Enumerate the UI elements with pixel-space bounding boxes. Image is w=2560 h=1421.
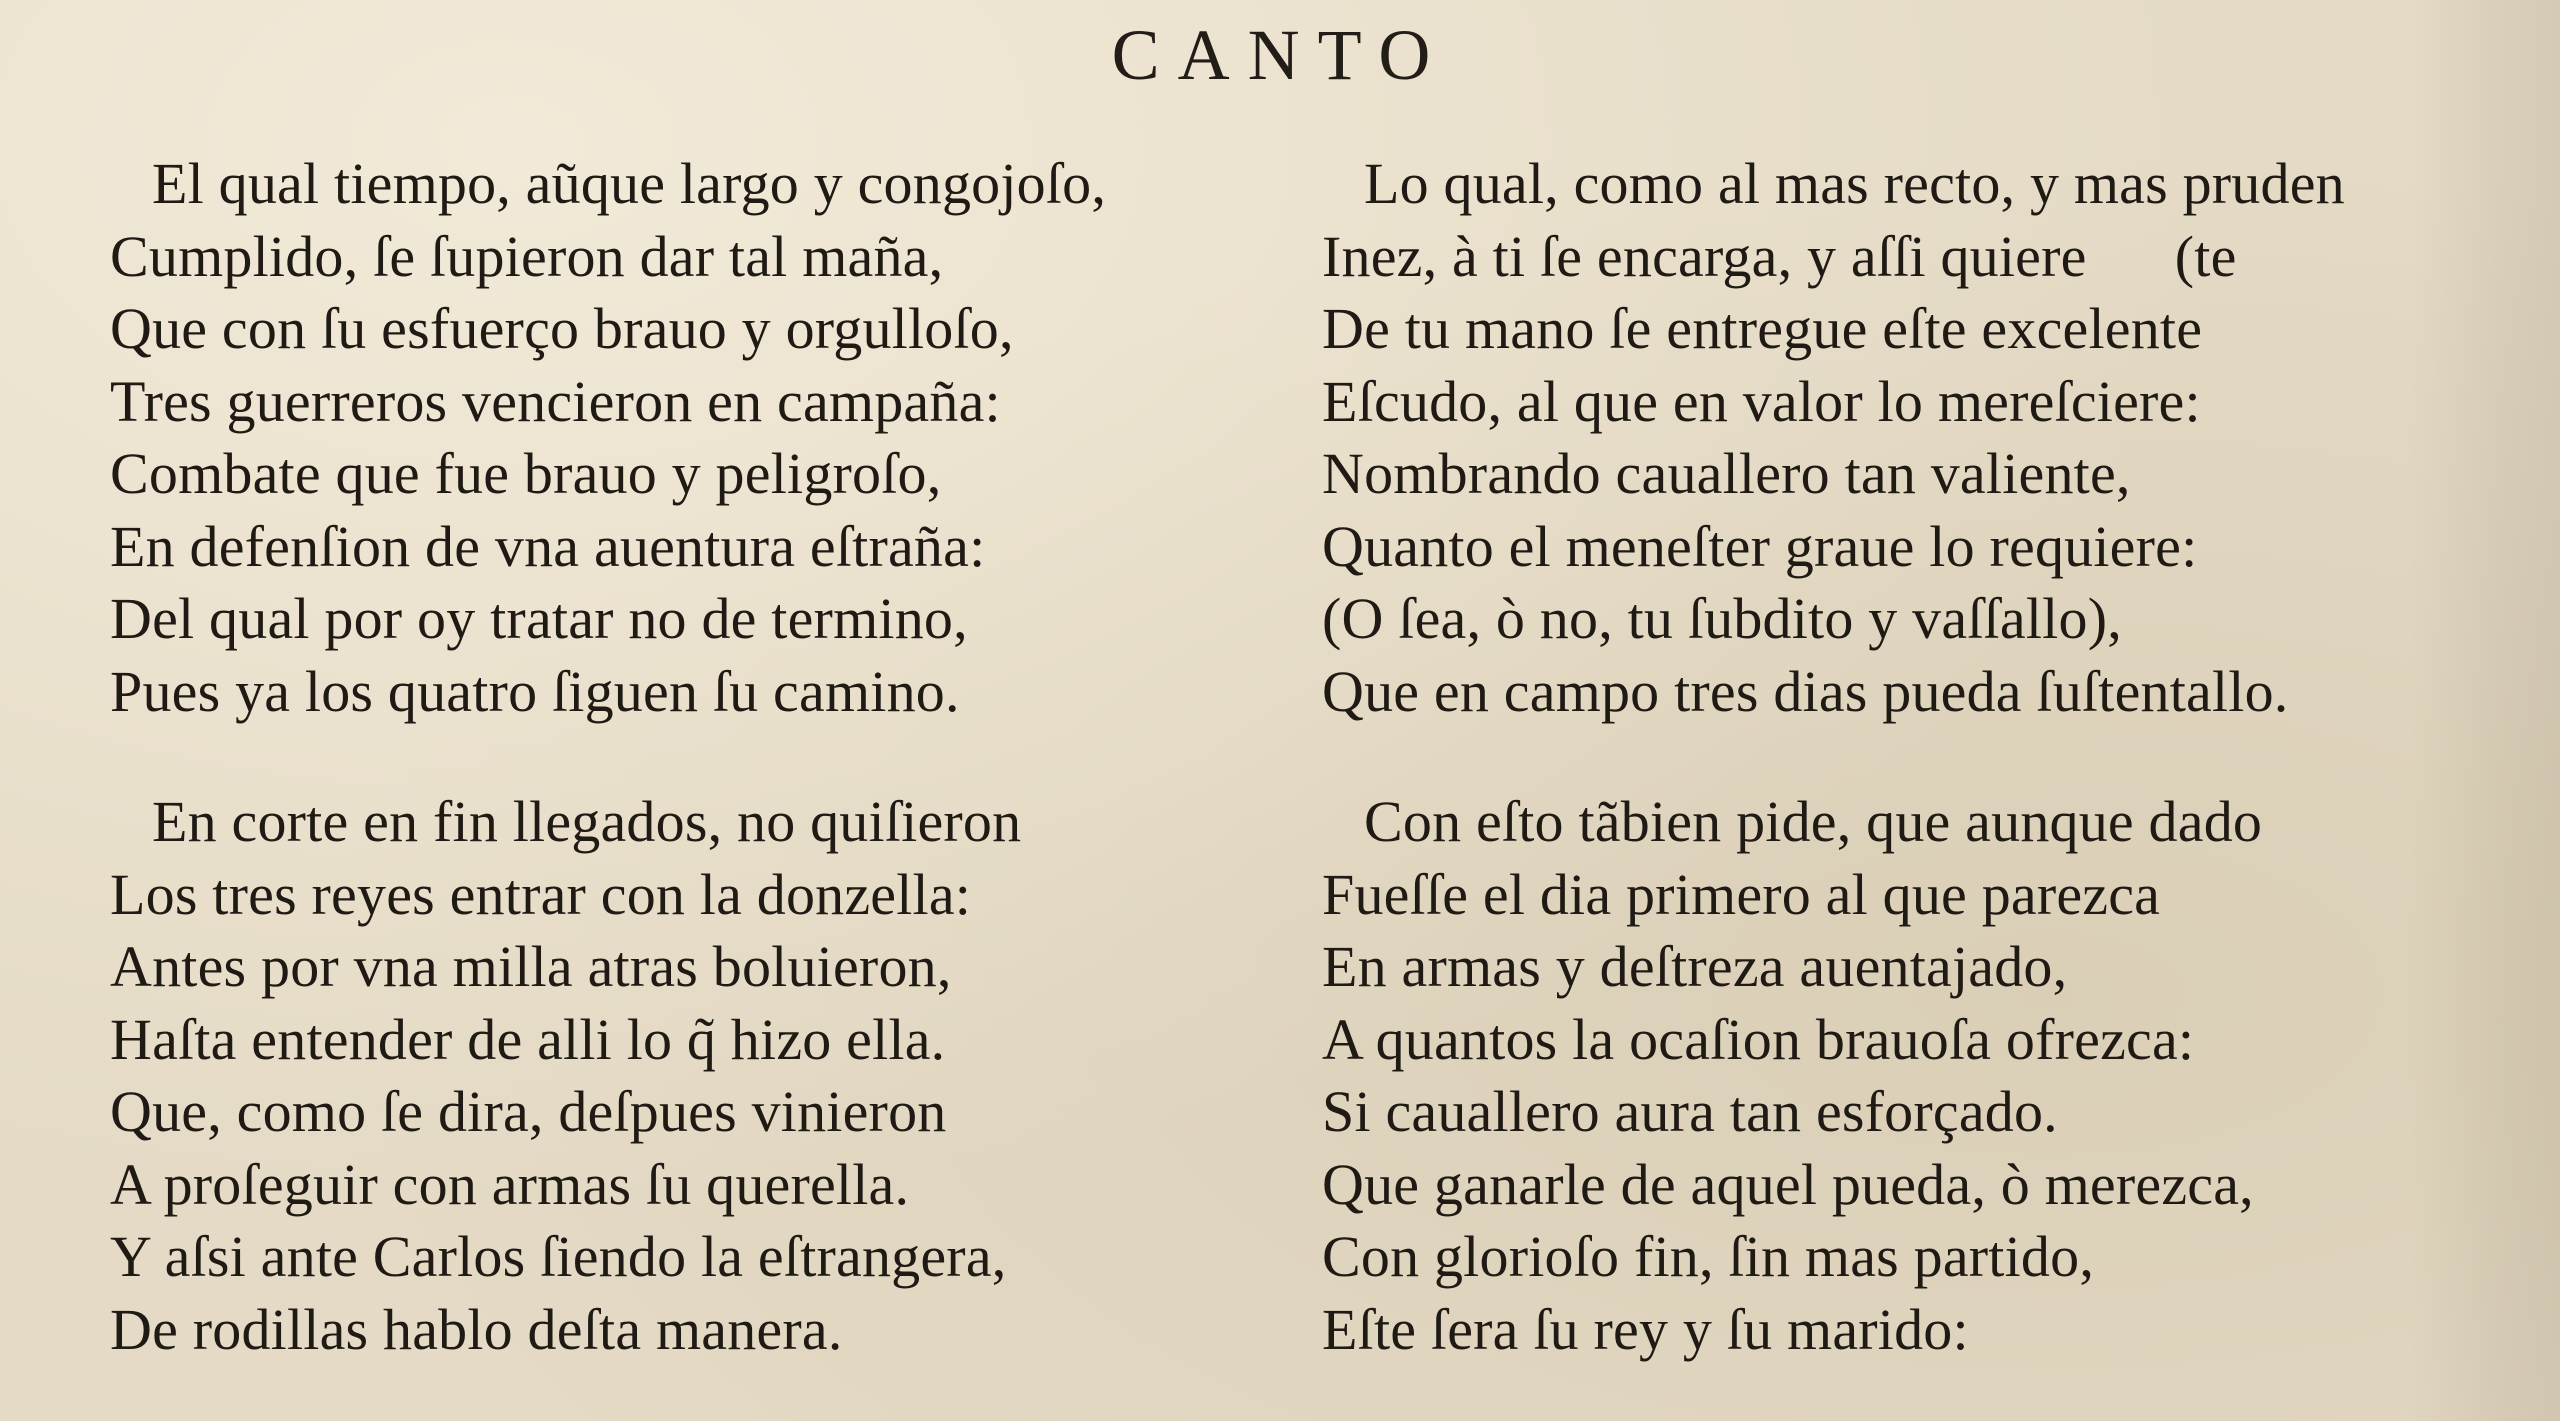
verse-line: Quanto el meneſter graue lo requiere: <box>1322 513 2198 579</box>
verse-line: Que ganarle de aquel pueda, ò merezca, <box>1322 1151 2254 1217</box>
verse-line: Nombrando cauallero tan valiente, <box>1322 441 2131 506</box>
right-column <box>1322 148 2522 1366</box>
verse-line: En armas y deſtreza auentajado, <box>1322 934 2068 999</box>
verse-line: Con eſto tãbien pide, que aunque dado <box>1364 789 2263 854</box>
stanza <box>110 148 1290 728</box>
verse-line: Y aſsi ante Carlos ſiendo la eſtrangera, <box>110 1224 1007 1289</box>
verse-line: Que, como ſe dira, deſpues vinieron <box>110 1079 947 1144</box>
verse-line: A quantos la ocaſion brauoſa ofrezca: <box>1322 1006 2195 1072</box>
verse-line: A proſeguir con armas ſu querella. <box>110 1151 910 1217</box>
verse-line: Pues ya los quatro ſiguen ſu camino. <box>110 658 960 724</box>
verse-line: Los tres reyes entrar con la donzella: <box>110 861 972 927</box>
verse-line: Haſta entender de alli lo q̃ hizo ella. <box>110 1006 946 1072</box>
verse-line: De tu mano ſe entregue eſte excelente <box>1322 296 2203 361</box>
verse-line: Que en campo tres dias pueda ſuſtentallo. <box>1322 658 2289 724</box>
verse-line: Que con ſu esfuerço brauo y orgulloſo, <box>110 296 1014 361</box>
verse-line: Tres guerreros vencieron en campaña: <box>110 368 1001 434</box>
verse-line: (O ſea, ò no, tu ſubdito y vaſſallo), <box>1322 586 2122 651</box>
left-column <box>110 148 1290 1366</box>
stanza <box>1322 786 2522 1366</box>
verse-line: Del qual por oy tratar no de termino, <box>110 586 968 651</box>
verse-line: Lo qual, como al mas recto, y mas pruden <box>1364 151 2345 216</box>
page-heading: CANTO <box>1111 15 1449 95</box>
verse-line: Cumplido, ſe ſupieron dar tal maña, <box>110 223 944 289</box>
verse-line: En defenſion de vna auentura eſtraña: <box>110 513 986 579</box>
verse-line: Eſcudo, al que en valor lo mereſciere: <box>1322 368 2201 434</box>
verse-line: Eſte ſera ſu rey y ſu marido: <box>1322 1296 1969 1362</box>
verse-line: Combate que fue brauo y peligroſo, <box>110 441 942 506</box>
verse-line: Si cauallero aura tan esforçado. <box>1322 1079 2058 1144</box>
verse-line: Antes por vna milla atras boluieron, <box>110 934 952 999</box>
verse-line: Inez, à ti ſe encarga, y aſſi quiere (te <box>1322 223 2237 289</box>
verse-line: El qual tiempo, aũque largo y congojoſo, <box>152 151 1107 216</box>
verse-line: De rodillas hablo deſta manera. <box>110 1296 843 1362</box>
verse-line: Fueſſe el dia primero al que parezca <box>1322 861 2161 927</box>
verse-line: Con glorioſo fin, ſin mas partido, <box>1322 1224 2095 1289</box>
stanza <box>110 786 1290 1366</box>
verse-line: En corte en fin llegados, no quiſieron <box>152 789 1022 854</box>
stanza <box>1322 148 2522 728</box>
